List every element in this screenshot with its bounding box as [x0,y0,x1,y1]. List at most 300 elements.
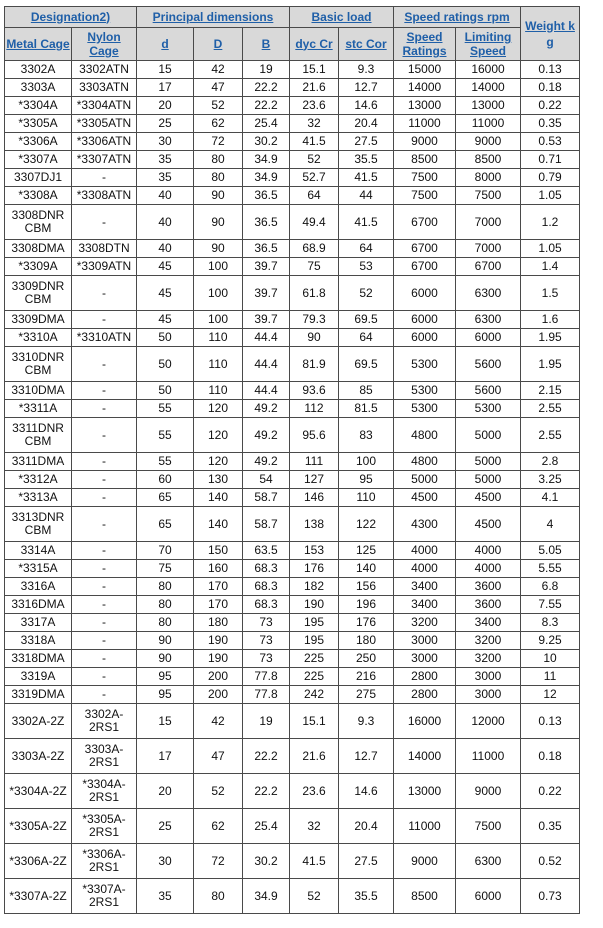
dynamic-load-cell: 195 [290,614,339,632]
static-load-cell: 41.5 [339,205,394,240]
outer-diameter-cell: 140 [194,507,243,542]
table-row [5,169,580,187]
nylon-cage-cell: 3303ATN [72,79,137,97]
speed-rating-cell: 4800 [394,453,456,471]
bore-diameter-cell: 20 [137,97,194,115]
table-row [5,61,580,79]
nylon-cage-cell: 3308DTN [72,240,137,258]
dynamic-load-cell: 49.4 [290,205,339,240]
weight-cell: 0.18 [521,79,580,97]
limiting-speed-cell: 3200 [456,632,521,650]
width-cell: 39.7 [243,311,290,329]
table-row [5,453,580,471]
bore-diameter-cell: 80 [137,596,194,614]
limiting-speed-cell: 7000 [456,240,521,258]
speed-rating-cell: 5300 [394,400,456,418]
static-load-cell: 41.5 [339,169,394,187]
metal-cage-cell: 3302A-2Z [5,704,72,739]
table-row [5,151,580,169]
speed-rating-cell: 6000 [394,276,456,311]
width-cell: 34.9 [243,879,290,914]
dynamic-load-cell: 138 [290,507,339,542]
width-cell: 58.7 [243,489,290,507]
width-cell: 77.8 [243,686,290,704]
metal-cage-cell: *3305A-2Z [5,809,72,844]
table-row [5,79,580,97]
weight-cell: 6.8 [521,578,580,596]
static-load-cell: 27.5 [339,844,394,879]
metal-cage-cell: *3313A [5,489,72,507]
nylon-cage-cell: 3302ATN [72,61,137,79]
width-cell: 49.2 [243,453,290,471]
limiting-speed-cell: 3000 [456,668,521,686]
metal-cage-cell: 3311DMA [5,453,72,471]
header-column-row [5,28,580,61]
outer-diameter-cell: 90 [194,205,243,240]
bore-diameter-cell: 45 [137,258,194,276]
metal-cage-cell: 3316A [5,578,72,596]
dynamic-load-cell: 112 [290,400,339,418]
static-load-cell: 12.7 [339,739,394,774]
table-row [5,276,580,311]
dynamic-load-cell: 52 [290,151,339,169]
outer-diameter-cell: 160 [194,560,243,578]
bore-diameter-cell: 45 [137,276,194,311]
static-load-header: stc Cor [339,28,394,61]
outer-diameter-cell: 47 [194,79,243,97]
speed-rating-cell: 6000 [394,329,456,347]
weight-cell: 1.4 [521,258,580,276]
width-cell: 36.5 [243,205,290,240]
speed-rating-cell: 7500 [394,169,456,187]
bore-diameter-cell: 40 [137,240,194,258]
speed-rating-cell: 6000 [394,311,456,329]
dynamic-load-cell: 176 [290,560,339,578]
speed-rating-cell: 5300 [394,347,456,382]
width-cell: 36.5 [243,187,290,205]
nylon-cage-cell: *3307ATN [72,151,137,169]
weight-cell: 4 [521,507,580,542]
speed-rating-cell: 16000 [394,704,456,739]
speed-rating-cell: 11000 [394,115,456,133]
table-row [5,704,580,739]
limiting-speed-cell: 9000 [456,133,521,151]
width-cell: 22.2 [243,97,290,115]
weight-cell: 9.25 [521,632,580,650]
limiting-speed-cell: 4500 [456,507,521,542]
dynamic-load-cell: 23.6 [290,774,339,809]
bore-diameter-header: d [137,28,194,61]
nylon-cage-cell: - [72,276,137,311]
dynamic-load-cell: 21.6 [290,739,339,774]
dynamic-load-cell: 182 [290,578,339,596]
weight-cell: 2.8 [521,453,580,471]
static-load-cell: 35.5 [339,879,394,914]
dynamic-load-cell: 195 [290,632,339,650]
table-row [5,329,580,347]
table-row [5,258,580,276]
nylon-cage-cell: - [72,400,137,418]
weight-cell: 1.5 [521,276,580,311]
dynamic-load-header: dyc Cr [290,28,339,61]
dynamic-load-cell: 52 [290,879,339,914]
metal-cage-cell: 3309DMA [5,311,72,329]
speed-rating-cell: 13000 [394,97,456,115]
width-cell: 63.5 [243,542,290,560]
dynamic-load-cell: 23.6 [290,97,339,115]
limiting-speed-cell: 5000 [456,453,521,471]
nylon-cage-cell: - [72,382,137,400]
nylon-cage-cell: - [72,205,137,240]
weight-cell: 7.55 [521,596,580,614]
outer-diameter-cell: 72 [194,133,243,151]
dynamic-load-cell: 90 [290,329,339,347]
metal-cage-cell: *3311A [5,400,72,418]
speed-rating-cell: 8500 [394,879,456,914]
limiting-speed-cell: 16000 [456,61,521,79]
limiting-speed-cell: 3000 [456,686,521,704]
dynamic-load-cell: 52.7 [290,169,339,187]
limiting-speed-cell: 12000 [456,704,521,739]
speed-rating-cell: 5000 [394,471,456,489]
table-row [5,205,580,240]
outer-diameter-cell: 62 [194,115,243,133]
metal-cage-cell: *3305A [5,115,72,133]
bearing-table-container [4,6,580,914]
bore-diameter-cell: 50 [137,329,194,347]
bore-diameter-cell: 80 [137,614,194,632]
speed-rating-cell: 3000 [394,632,456,650]
weight-cell: 1.95 [521,329,580,347]
metal-cage-cell: 3303A-2Z [5,739,72,774]
weight-cell: 5.05 [521,542,580,560]
weight-cell: 0.71 [521,151,580,169]
weight-cell: 8.3 [521,614,580,632]
outer-diameter-cell: 180 [194,614,243,632]
outer-diameter-cell: 170 [194,596,243,614]
table-row [5,844,580,879]
nylon-cage-header: Nylon Cage [72,28,137,61]
nylon-cage-cell: - [72,471,137,489]
metal-cage-cell: *3315A [5,560,72,578]
metal-cage-cell: 3302A [5,61,72,79]
limiting-speed-cell: 3600 [456,596,521,614]
speed-rating-cell: 4000 [394,560,456,578]
weight-cell: 12 [521,686,580,704]
weight-cell: 2.15 [521,382,580,400]
dynamic-load-cell: 75 [290,258,339,276]
bore-diameter-cell: 40 [137,187,194,205]
static-load-cell: 122 [339,507,394,542]
nylon-cage-cell: - [72,560,137,578]
metal-cage-cell: 3307DJ1 [5,169,72,187]
dynamic-load-cell: 41.5 [290,844,339,879]
static-load-cell: 52 [339,276,394,311]
metal-cage-cell: 3308DMA [5,240,72,258]
outer-diameter-cell: 47 [194,739,243,774]
designation-header: Designation2) [5,7,137,28]
weight-cell: 2.55 [521,418,580,453]
bore-diameter-cell: 95 [137,668,194,686]
bore-diameter-cell: 95 [137,686,194,704]
static-load-cell: 12.7 [339,79,394,97]
speed-rating-cell: 4300 [394,507,456,542]
limiting-speed-cell: 11000 [456,739,521,774]
weight-cell: 0.18 [521,739,580,774]
width-cell: 39.7 [243,258,290,276]
dynamic-load-cell: 127 [290,471,339,489]
table-row [5,686,580,704]
nylon-cage-cell: - [72,311,137,329]
static-load-cell: 14.6 [339,774,394,809]
limiting-speed-cell: 3200 [456,650,521,668]
width-cell: 73 [243,614,290,632]
speed-rating-cell: 4000 [394,542,456,560]
outer-diameter-cell: 120 [194,453,243,471]
table-header [5,7,580,61]
outer-diameter-cell: 100 [194,311,243,329]
nylon-cage-cell: - [72,169,137,187]
static-load-cell: 64 [339,329,394,347]
speed-rating-cell: 2800 [394,668,456,686]
metal-cage-cell: 3310DMA [5,382,72,400]
speed-rating-cell: 14000 [394,79,456,97]
static-load-cell: 44 [339,187,394,205]
outer-diameter-cell: 42 [194,704,243,739]
speed-rating-cell: 3000 [394,650,456,668]
static-load-cell: 9.3 [339,61,394,79]
metal-cage-cell: 3314A [5,542,72,560]
limiting-speed-cell: 6700 [456,258,521,276]
table-row [5,650,580,668]
dynamic-load-cell: 153 [290,542,339,560]
outer-diameter-cell: 130 [194,471,243,489]
static-load-cell: 275 [339,686,394,704]
bore-diameter-cell: 90 [137,632,194,650]
dynamic-load-cell: 95.6 [290,418,339,453]
metal-cage-cell: *3306A [5,133,72,151]
bore-diameter-cell: 45 [137,311,194,329]
nylon-cage-cell: *3304ATN [72,97,137,115]
speed-rating-cell: 6700 [394,240,456,258]
dynamic-load-cell: 242 [290,686,339,704]
outer-diameter-cell: 62 [194,809,243,844]
nylon-cage-cell: *3309ATN [72,258,137,276]
weight-cell: 1.2 [521,205,580,240]
width-header: B [243,28,290,61]
bore-diameter-cell: 50 [137,347,194,382]
dynamic-load-cell: 15.1 [290,704,339,739]
speed-rating-cell: 3400 [394,596,456,614]
bore-diameter-cell: 80 [137,578,194,596]
table-row [5,382,580,400]
metal-cage-cell: *3304A [5,97,72,115]
metal-cage-cell: 3317A [5,614,72,632]
limiting-speed-cell: 3400 [456,614,521,632]
bore-diameter-cell: 35 [137,151,194,169]
bore-diameter-cell: 30 [137,133,194,151]
weight-cell: 1.05 [521,187,580,205]
bore-diameter-cell: 90 [137,650,194,668]
table-row [5,879,580,914]
bore-diameter-cell: 15 [137,704,194,739]
static-load-cell: 180 [339,632,394,650]
outer-diameter-cell: 80 [194,879,243,914]
static-load-cell: 27.5 [339,133,394,151]
weight-cell: 0.35 [521,115,580,133]
table-row [5,809,580,844]
limiting-speed-cell: 6300 [456,276,521,311]
limiting-speed-cell: 6300 [456,311,521,329]
static-load-cell: 83 [339,418,394,453]
metal-cage-cell: 3318A [5,632,72,650]
outer-diameter-cell: 190 [194,632,243,650]
width-cell: 49.2 [243,400,290,418]
metal-cage-cell: *3309A [5,258,72,276]
speed-rating-cell: 11000 [394,809,456,844]
outer-diameter-cell: 110 [194,329,243,347]
speed-rating-cell: 3400 [394,578,456,596]
static-load-cell: 69.5 [339,311,394,329]
bore-diameter-cell: 65 [137,507,194,542]
dynamic-load-cell: 68.9 [290,240,339,258]
bore-diameter-cell: 20 [137,774,194,809]
static-load-cell: 9.3 [339,704,394,739]
speed-rating-cell: 9000 [394,133,456,151]
table-row [5,115,580,133]
dynamic-load-cell: 61.8 [290,276,339,311]
static-load-cell: 81.5 [339,400,394,418]
width-cell: 34.9 [243,151,290,169]
width-cell: 30.2 [243,844,290,879]
static-load-cell: 110 [339,489,394,507]
outer-diameter-cell: 110 [194,347,243,382]
width-cell: 68.3 [243,578,290,596]
outer-diameter-cell: 120 [194,418,243,453]
limiting-speed-cell: 3600 [456,578,521,596]
nylon-cage-cell: - [72,507,137,542]
bore-diameter-cell: 25 [137,809,194,844]
weight-cell: 0.73 [521,879,580,914]
width-cell: 19 [243,61,290,79]
metal-cage-cell: 3316DMA [5,596,72,614]
table-row [5,471,580,489]
width-cell: 22.2 [243,79,290,97]
weight-cell: 0.79 [521,169,580,187]
weight-cell: 3.25 [521,471,580,489]
speed-rating-cell: 13000 [394,774,456,809]
metal-cage-cell: *3308A [5,187,72,205]
metal-cage-cell: 3319A [5,668,72,686]
static-load-cell: 69.5 [339,347,394,382]
nylon-cage-cell: - [72,578,137,596]
metal-cage-cell: *3304A-2Z [5,774,72,809]
table-row [5,133,580,151]
outer-diameter-cell: 100 [194,276,243,311]
basic-load-header: Basic load [290,7,394,28]
limiting-speed-cell: 11000 [456,115,521,133]
nylon-cage-cell: - [72,650,137,668]
table-row [5,400,580,418]
outer-diameter-cell: 52 [194,774,243,809]
dynamic-load-cell: 81.9 [290,347,339,382]
outer-diameter-cell: 72 [194,844,243,879]
table-row [5,507,580,542]
nylon-cage-cell: - [72,686,137,704]
width-cell: 73 [243,650,290,668]
table-row [5,187,580,205]
nylon-cage-cell: - [72,614,137,632]
dynamic-load-cell: 41.5 [290,133,339,151]
limiting-speed-cell: 8000 [456,169,521,187]
outer-diameter-cell: 120 [194,400,243,418]
bore-diameter-cell: 17 [137,739,194,774]
bore-diameter-cell: 25 [137,115,194,133]
bore-diameter-cell: 30 [137,844,194,879]
nylon-cage-cell: - [72,347,137,382]
speed-rating-cell: 14000 [394,739,456,774]
table-row [5,240,580,258]
outer-diameter-cell: 42 [194,61,243,79]
dynamic-load-cell: 21.6 [290,79,339,97]
metal-cage-cell: 3313DNR CBM [5,507,72,542]
weight-cell: 1.05 [521,240,580,258]
width-cell: 36.5 [243,240,290,258]
weight-cell: 2.55 [521,400,580,418]
limiting-speed-cell: 9000 [456,774,521,809]
metal-cage-cell: *3312A [5,471,72,489]
bore-diameter-cell: 35 [137,169,194,187]
static-load-cell: 14.6 [339,97,394,115]
width-cell: 22.2 [243,774,290,809]
table-row [5,347,580,382]
dynamic-load-cell: 225 [290,668,339,686]
metal-cage-cell: 3303A [5,79,72,97]
table-row [5,739,580,774]
weight-cell: 5.55 [521,560,580,578]
limiting-speed-cell: 4000 [456,542,521,560]
width-cell: 19 [243,704,290,739]
table-row [5,311,580,329]
weight-cell: 1.95 [521,347,580,382]
nylon-cage-cell: - [72,453,137,471]
weight-cell: 11 [521,668,580,686]
width-cell: 39.7 [243,276,290,311]
metal-cage-header: Metal Cage [5,28,72,61]
limiting-speed-cell: 14000 [456,79,521,97]
outer-diameter-header: D [194,28,243,61]
metal-cage-cell: *3306A-2Z [5,844,72,879]
nylon-cage-cell: *3307A-2RS1 [72,879,137,914]
static-load-cell: 20.4 [339,809,394,844]
outer-diameter-cell: 140 [194,489,243,507]
table-row [5,614,580,632]
nylon-cage-cell: *3305ATN [72,115,137,133]
dynamic-load-cell: 111 [290,453,339,471]
nylon-cage-cell: *3310ATN [72,329,137,347]
table-row [5,560,580,578]
weight-header: Weight kg [521,7,580,61]
limiting-speed-cell: 7000 [456,205,521,240]
limiting-speed-cell: 6000 [456,879,521,914]
speed-rating-cell: 7500 [394,187,456,205]
width-cell: 77.8 [243,668,290,686]
width-cell: 58.7 [243,507,290,542]
speed-rating-cell: 4800 [394,418,456,453]
bore-diameter-cell: 50 [137,382,194,400]
metal-cage-cell: 3311DNR CBM [5,418,72,453]
static-load-cell: 95 [339,471,394,489]
